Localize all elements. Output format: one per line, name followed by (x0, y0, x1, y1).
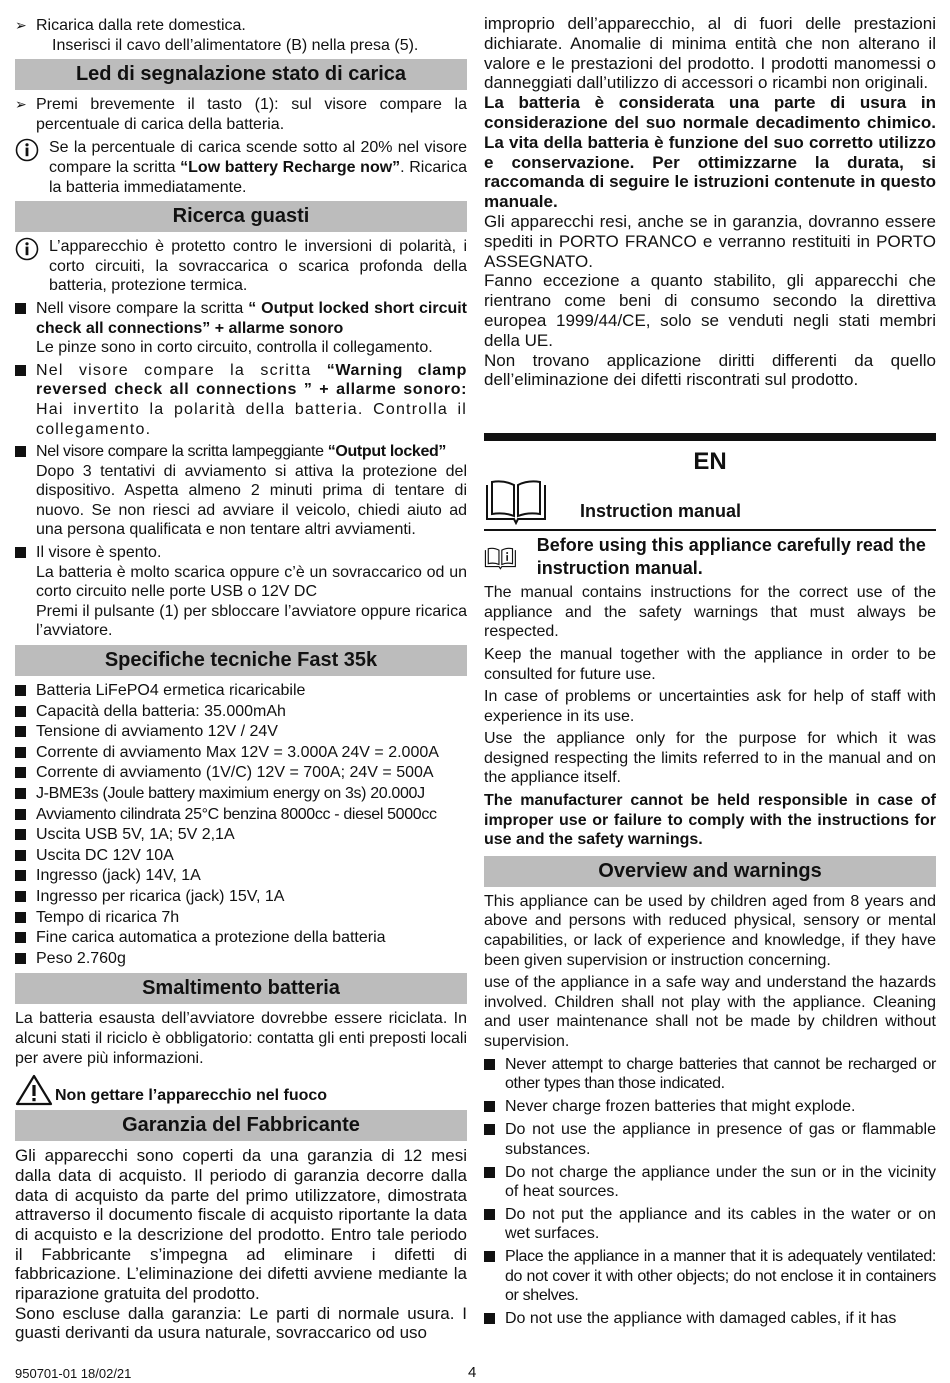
list-item (15, 825, 467, 846)
list-item-text: Tempo di ricarica 7h (36, 908, 180, 926)
exception-text: Fanno eccezione a quanto stabilito, gli apparecchi che rientrano come beni di consumo secondo la direttiva europea 1999/44/CE, solo se venduti negli stati membri della UE. (484, 271, 936, 350)
list-item-text: Il visore è spento. (36, 544, 162, 562)
square-bullet-icon (15, 805, 36, 826)
language-code: EN (693, 448, 727, 476)
square-bullet-icon (15, 887, 36, 908)
intro-text: The manual contains instructions for the correct use of the appliance and the safety warnings that must always be respected. (484, 584, 936, 641)
list-item (15, 299, 467, 358)
list-item-text: Do not use the appliance in presence of gas or flammable substances. (505, 1121, 936, 1158)
list-item-text: Premi brevemente il tasto (1): sul visore compare la percentuale di carica della batteria. (36, 96, 467, 133)
instruction-manual-row (484, 477, 936, 525)
list-item-text: Nel visore compare la scritta (36, 361, 327, 379)
list-item-text: La batteria è molto scarica oppure c’è un sovraccarico od un corto circuito nelle porte USB o 12V DC (36, 563, 467, 601)
document-code: 950701-01 18/02/21 (15, 1366, 132, 1381)
list-item (15, 763, 467, 784)
list-item-text: Premi il pulsante (1) per sbloccare l’avviatore oppure ricarica l’avviatore. (36, 602, 467, 640)
battery-notice: La batteria è considerata una parte di usura in considerazione del suo normale decadimento chimico. La vita della batteria è funzione del suo corretto utilizzo e conservazione. Per ottimizzarne la durata, si raccomanda di seguire le istruzioni contenute in questo manuale. (484, 93, 936, 212)
section-heading: Overview and warnings (484, 856, 936, 887)
read-manual-text: Before using this appliance carefully read the instruction manual. (536, 535, 926, 579)
read-manual-row (484, 534, 936, 580)
intro-text: Inserisci il cavo dell’alimentatore (B) nella presa (5). (52, 36, 419, 54)
list-item-text: Dopo 3 tentativi di avviamento si attiva la protezione del dispositivo. Aspetta almeno 2 minuti prima di tentare di nuovo. Se non riesci ad avviare il veicolo, chiedi aiuto ad una persona qualificata e non tentare altri avviamenti. (36, 462, 467, 539)
right-column (484, 14, 936, 1329)
info-text: Se la percentuale di carica scende sotto al 20% nel visore compare la scritta (49, 139, 467, 176)
warning-triangle-icon (15, 1074, 53, 1106)
list-item (484, 1205, 936, 1244)
list-item (15, 784, 467, 805)
warranty-text: Sono escluse dalla garanzia: Le parti di normale usura. I guasti derivanti da usura naturale, sovraccarico od uso (15, 1303, 467, 1343)
fire-warning-text: Non gettare l’apparecchio nel fuoco (55, 1087, 328, 1105)
list-item-text: J-BME3s (Joule battery maximium energy on 3s) 20.000J (36, 785, 425, 802)
list-item (15, 846, 467, 867)
square-bullet-icon (15, 361, 36, 439)
open-book-icon (484, 479, 548, 525)
info-note (15, 138, 467, 197)
section-heading: Led di segnalazione stato di carica (15, 59, 467, 90)
list-item (15, 543, 467, 641)
square-bullet-icon (15, 681, 36, 702)
list-item-text: Uscita USB 5V, 1A; 5V 2,1A (36, 826, 235, 844)
warranty-text: improprio dell’apparecchio, al di fuori delle prestazioni dichiarate. Anomalie di minima entità che non alterano il valore e le prestazioni del prodotto. I prodotti manomessi o danneggiati dall’utilizzo di accessori o ricambi non originali. (484, 14, 936, 93)
list-item (15, 805, 467, 826)
read-manual-icon (484, 542, 517, 574)
display-message: “Warning clamp reversed check all connections ” + allarme sonoro: (36, 361, 467, 399)
liability-notice: The manufacturer cannot be held responsible in case of improper use or failure to comply with the instructions for use and the safety warnings. (484, 792, 936, 849)
list-item-text: Place the appliance in a manner that it is adequately ventilated: do not cover it with other objects; do not enclose it in containers or shelves. (505, 1247, 936, 1305)
square-bullet-icon (15, 908, 36, 929)
display-message: “ Output locked short circuit check all connections” + allarme sonoro (36, 299, 468, 337)
square-bullet-icon (15, 743, 36, 764)
square-bullet-icon (15, 299, 36, 358)
list-item (15, 866, 467, 887)
square-bullet-icon (484, 1247, 505, 1306)
intro-text: Use the appliance only for the purpose for which it was designed respecting the limits referred to in the manual and on the appliance itself. (484, 730, 936, 787)
square-bullet-icon (484, 1097, 505, 1118)
left-column (15, 16, 467, 1343)
arrow-bullet-icon: ➢ (15, 17, 27, 33)
square-bullet-icon (15, 722, 36, 743)
info-note (15, 237, 467, 296)
list-item-text: Ingresso per ricarica (jack) 15V, 1A (36, 887, 285, 905)
square-bullet-icon (484, 1163, 505, 1202)
list-item-text: Le pinze sono in corto circuito, controlla il collegamento. (36, 339, 433, 357)
list-item-text: Avviamento cilindrata 25°C benzina 8000cc - diesel 5000cc (36, 805, 437, 823)
list-item (484, 1120, 936, 1159)
list-item (15, 743, 467, 764)
display-message: “Output locked” (327, 443, 447, 461)
info-text: . Ricarica la batteria immediatamente. (49, 158, 467, 196)
list-item (15, 908, 467, 929)
list-item-text: Ingresso (jack) 14V, 1A (36, 867, 201, 885)
list-item-text: Corrente di avviamento (1V/C) 12V = 700A; 24V = 500A (36, 764, 434, 782)
intro-title: Ricarica dalla rete domestica. (36, 17, 246, 34)
list-item-text: Peso 2.760g (36, 949, 126, 967)
list-item (15, 702, 467, 723)
list-item-text: Never attempt to charge batteries that cannot be recharged or other types than those indicated. (505, 1055, 936, 1093)
section-heading: Specifiche tecniche Fast 35k (15, 645, 467, 676)
info-icon (15, 138, 49, 197)
square-bullet-icon (484, 1120, 505, 1159)
manual-label: Instruction manual (580, 501, 742, 522)
list-item-text: Fine carica automatica a protezione della batteria (36, 929, 386, 947)
square-bullet-icon (15, 442, 36, 540)
square-bullet-icon (15, 949, 36, 970)
list-item-text: Nell visore compare la scritta (36, 299, 249, 317)
list-item (15, 361, 467, 439)
rights-text: Non trovano applicazione diritti differenti da quello dell’eliminazione dei difetti riscontrati sul prodotto. (484, 350, 936, 390)
list-item-text: Corrente di avviamento Max 12V = 3.000A 24V = 2.000A (36, 743, 439, 761)
list-item-text: Batteria LiFePO4 ermetica ricaricabile (36, 682, 306, 700)
square-bullet-icon (15, 866, 36, 887)
list-item (15, 16, 467, 36)
overview-text: use of the appliance in a safe way and understand the hazards involved. Children shall not play with the appliance. Cleaning and user maintenance shall not be made by children without supervision. (484, 974, 936, 1051)
square-bullet-icon (15, 825, 36, 846)
info-text: L’apparecchio è protetto contro le inversioni di polarità, i corto circuiti, la sovraccarica o scarica profonda della batteria, protezione termica. (49, 238, 467, 295)
square-bullet-icon (484, 1055, 505, 1094)
overview-text: This appliance can be used by children aged from 8 years and above and persons with reduced physical, sensory or mental capabilities, or lack of experience and knowledge, if they have been given supervision or instruction concerning. (484, 892, 936, 969)
list-item (15, 722, 467, 743)
list-item-text: Do not put the appliance and its cables in the water or on wet surfaces. (505, 1205, 936, 1243)
list-item-text: Capacità della batteria: 35.000mAh (36, 702, 286, 720)
info-icon (15, 237, 49, 296)
list-item (15, 949, 467, 970)
square-bullet-icon (484, 1205, 505, 1244)
returns-text: Gli apparecchi resi, anche se in garanzia, dovranno essere spediti in PORTO FRANCO e verranno restituiti in PORTO ASSEGNATO. (484, 211, 936, 271)
spec-list (15, 681, 467, 969)
page-number: 4 (468, 1364, 477, 1381)
list-item-text: Never charge frozen batteries that might explode. (505, 1097, 856, 1115)
list-item (15, 887, 467, 908)
list-item (484, 1247, 936, 1306)
disposal-text: La batteria esausta dell’avviatore dovrebbe essere riciclata. In alcuni stati il riciclo è obbligatorio: contatta gli enti preposti locali per avere più informazioni. (15, 1010, 467, 1067)
list-item (15, 681, 467, 702)
fire-warning (15, 1074, 467, 1106)
display-message: “Low battery Recharge now” (180, 158, 401, 176)
intro-text: Keep the manual together with the appliance in order to be consulted for future use. (484, 645, 936, 683)
list-item-text: Do not charge the appliance under the sun or in the vicinity of heat sources. (505, 1163, 936, 1201)
list-item (484, 1309, 936, 1330)
section-heading: Smaltimento batteria (15, 973, 467, 1004)
square-bullet-icon (15, 784, 36, 805)
list-item (15, 928, 467, 949)
language-divider (484, 433, 936, 441)
square-bullet-icon (15, 763, 36, 784)
list-item (484, 1097, 936, 1118)
list-item-text: Do not use the appliance with damaged cables, if it has (505, 1309, 897, 1327)
list-item-text: Hai invertito la polarità della batteria. Controlla il collegamento. (36, 400, 467, 438)
intro-text: In case of problems or uncertainties ask for help of staff with experience in its use. (484, 688, 936, 725)
list-item (484, 1163, 936, 1202)
section-heading: Garanzia del Fabbricante (15, 1110, 467, 1141)
divider (484, 529, 936, 531)
square-bullet-icon (484, 1309, 505, 1330)
section-heading: Ricerca guasti (15, 201, 467, 232)
warnings-list (484, 1055, 936, 1330)
list-item-text: Uscita DC 12V 10A (36, 846, 174, 864)
square-bullet-icon (15, 543, 36, 641)
list-item-text: Tensione di avviamento 12V / 24V (36, 723, 278, 741)
list-item (15, 442, 467, 540)
list-item (484, 1055, 936, 1094)
square-bullet-icon (15, 702, 36, 723)
square-bullet-icon (15, 928, 36, 949)
warranty-text: Gli apparecchi sono coperti da una garanzia di 12 mesi dalla data di acquisto. Il periodo di garanzia decorre dalla data di acquisto da parte del primo utilizzatore, dimostrata attraverso il documento fiscale di acquisto riportante la data di acquisto e la descrizione del prodotto. Entro tale periodo il Fabbricante s’impegna ad eliminare i difetti di fabbricazione. L’eliminazione dei difetti avviene mediante la riparazione gratuita del prodotto. (15, 1146, 467, 1304)
list-item (15, 95, 467, 134)
arrow-bullet-icon: ➢ (15, 96, 27, 113)
square-bullet-icon (15, 846, 36, 867)
list-item-text: Nel visore compare la scritta lampeggiante (36, 443, 328, 461)
